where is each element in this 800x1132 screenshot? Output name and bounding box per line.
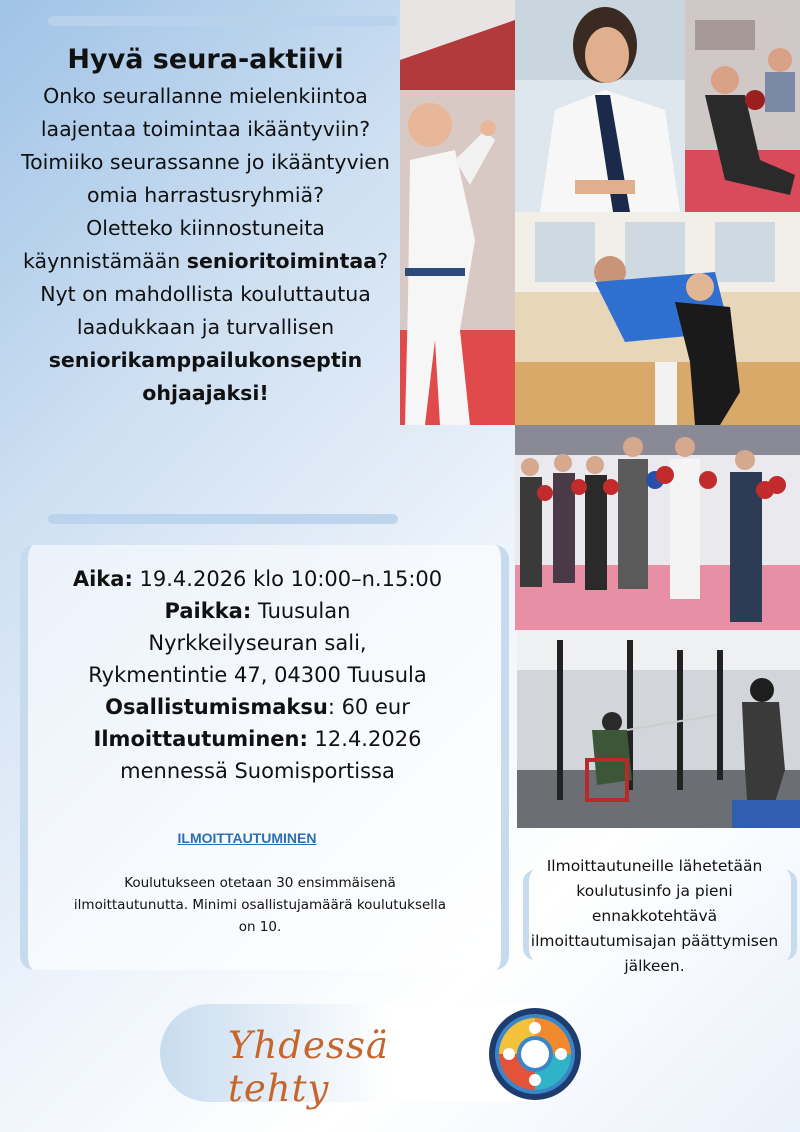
instructor-highlight: seniorikamppailukonseptin ohjaajaksi!: [48, 348, 363, 405]
decorative-bar-top: [48, 16, 398, 26]
registration-link[interactable]: ILMOITTAUTUMINEN: [177, 830, 317, 846]
event-time: Aika: 19.4.2026 klo 10:00–n.15:00: [72, 567, 443, 591]
karate-senior-man-photo: [400, 0, 515, 425]
page-title: Hyvä seura-aktiivi: [67, 44, 344, 75]
side-note: Ilmoittautuneille lähetetään koulutusinfo ja pieni ennakkotehtävä ilmoittautumisajan päättymisen jälkeen.: [530, 857, 779, 975]
judo-throw-photo: [515, 212, 800, 425]
logo-emblem-icon: [487, 1006, 583, 1102]
intro-question-3: Oletteko kiinnostuneita käynnistämään senioritoimintaa?: [23, 216, 388, 273]
intro-question-1: Onko seurallanne mielenkiintoa laajentaa toimintaa ikääntyviin?: [40, 84, 371, 141]
event-signup-deadline: Ilmoittautuminen: 12.4.2026: [93, 727, 422, 751]
intro-call-to-action: Nyt on mahdollista kouluttautua laadukkaan ja turvallisen seniorikamppailukonseptin ohjaajaksi!: [40, 282, 371, 405]
intro-question-2: Toimiiko seurassanne jo ikääntyvien omia harrastusryhmiä?: [21, 150, 390, 207]
senior-activity-highlight: senioritoimintaa: [186, 249, 378, 273]
event-details: [30, 563, 485, 787]
event-fee: Osallistumismaksu: 60 eur: [105, 695, 410, 719]
event-address: Rykmentintie 47, 04300 Tuusula: [88, 663, 427, 687]
logo-text: Yhdessä tehty: [228, 1024, 389, 1110]
event-signup-location: mennessä Suomisportissa: [120, 759, 395, 783]
intro-section: [18, 40, 393, 410]
karate-woman-photo: [515, 0, 685, 212]
decorative-bar-middle: [48, 514, 398, 524]
kickboxing-training-photo: [685, 0, 800, 212]
participant-limit-note: Koulutukseen otetaan 30 ensimmäisenä ilmoittautunutta. Minimi osallistujamäärä koulutuksella on 10.: [73, 875, 447, 935]
fencing-practice-photo: [517, 630, 800, 828]
event-place: Paikka: Tuusulan: [164, 599, 351, 623]
event-place-line-2: Nyrkkeilyseuran sali,: [148, 631, 367, 655]
senior-boxing-group-photo: [515, 425, 800, 630]
